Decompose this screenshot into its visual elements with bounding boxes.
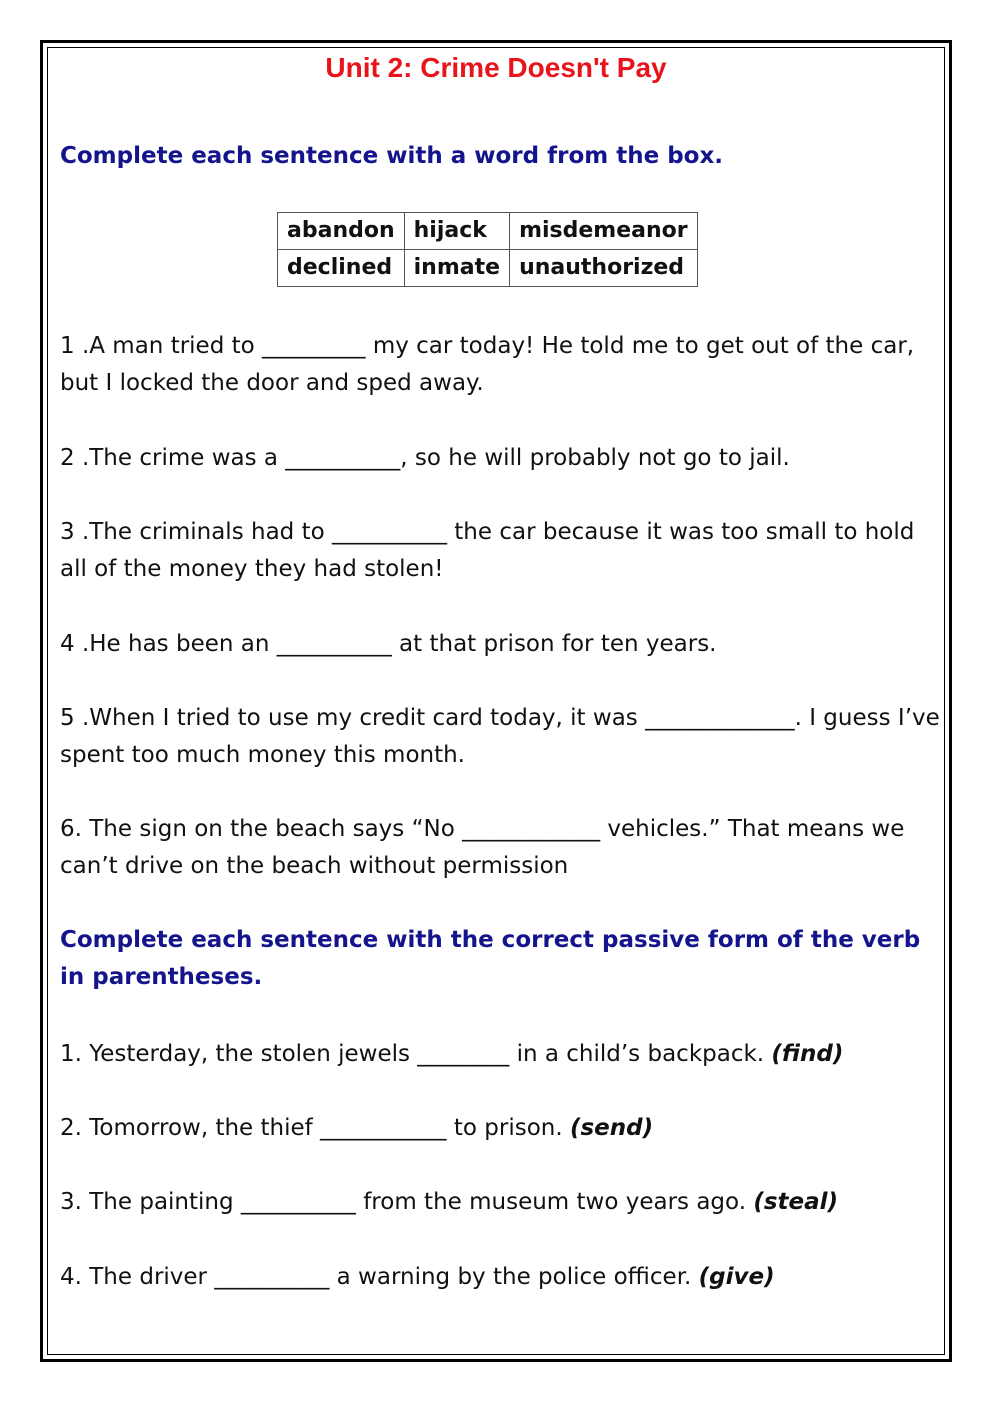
word-box-cell: hijack (404, 213, 509, 250)
word-box-row (278, 250, 698, 287)
section2-instruction: Complete each sentence with the correct passive form of the verb in parentheses. (60, 927, 921, 990)
vocab-sentence-6: 6. The sign on the beach says “No ____________ vehicles.” That means we can’t drive on the beach without permission (60, 816, 905, 879)
word-box-cell: misdemeanor (510, 213, 698, 250)
passive-sentence-4 (60, 1259, 940, 1296)
passive-sentence-3 (60, 1184, 940, 1221)
page-title: Unit 2: Crime Doesn't Pay (325, 52, 667, 83)
passive-sentence-text: 2. Tomorrow, the thief ___________ to prison. (60, 1115, 570, 1141)
passive-sentence-text: 4. The driver __________ a warning by the police officer. (60, 1264, 699, 1290)
vocab-sentence-1: 1 .A man tried to _________ my car today! He told me to get out of the car, but I locked the door and sped away. (60, 333, 915, 396)
verb-hint: (steal) (753, 1189, 839, 1215)
vocab-sentence-2: 2 .The crime was a __________, so he will probably not go to jail. (60, 445, 790, 471)
word-box-row (278, 213, 698, 250)
verb-hint: (send) (569, 1115, 654, 1141)
vocab-sentence-3: 3 .The criminals had to __________ the car because it was too small to hold all of the money they had stolen! (60, 519, 915, 582)
passive-sentence-1 (60, 1036, 940, 1073)
verb-hint: (give) (698, 1264, 775, 1290)
word-box (277, 212, 698, 287)
word-box-cell: unauthorized (510, 250, 698, 287)
passive-sentence-text: 1. Yesterday, the stolen jewels ________ in a child’s backpack. (60, 1041, 772, 1067)
vocab-sentence-5: 5 .When I tried to use my credit card today, it was _____________. I guess I’ve spent too much money this month. (60, 705, 940, 768)
section1-instruction: Complete each sentence with a word from the box. (60, 143, 724, 169)
passive-sentence-text: 3. The painting __________ from the museum two years ago. (60, 1189, 754, 1215)
word-box-cell: abandon (278, 213, 405, 250)
word-box-cell: declined (278, 250, 405, 287)
vocab-sentence-4: 4 .He has been an __________ at that prison for ten years. (60, 631, 717, 657)
passive-sentence-2 (60, 1110, 940, 1147)
verb-hint: (find) (771, 1041, 844, 1067)
word-box-cell: inmate (404, 250, 509, 287)
